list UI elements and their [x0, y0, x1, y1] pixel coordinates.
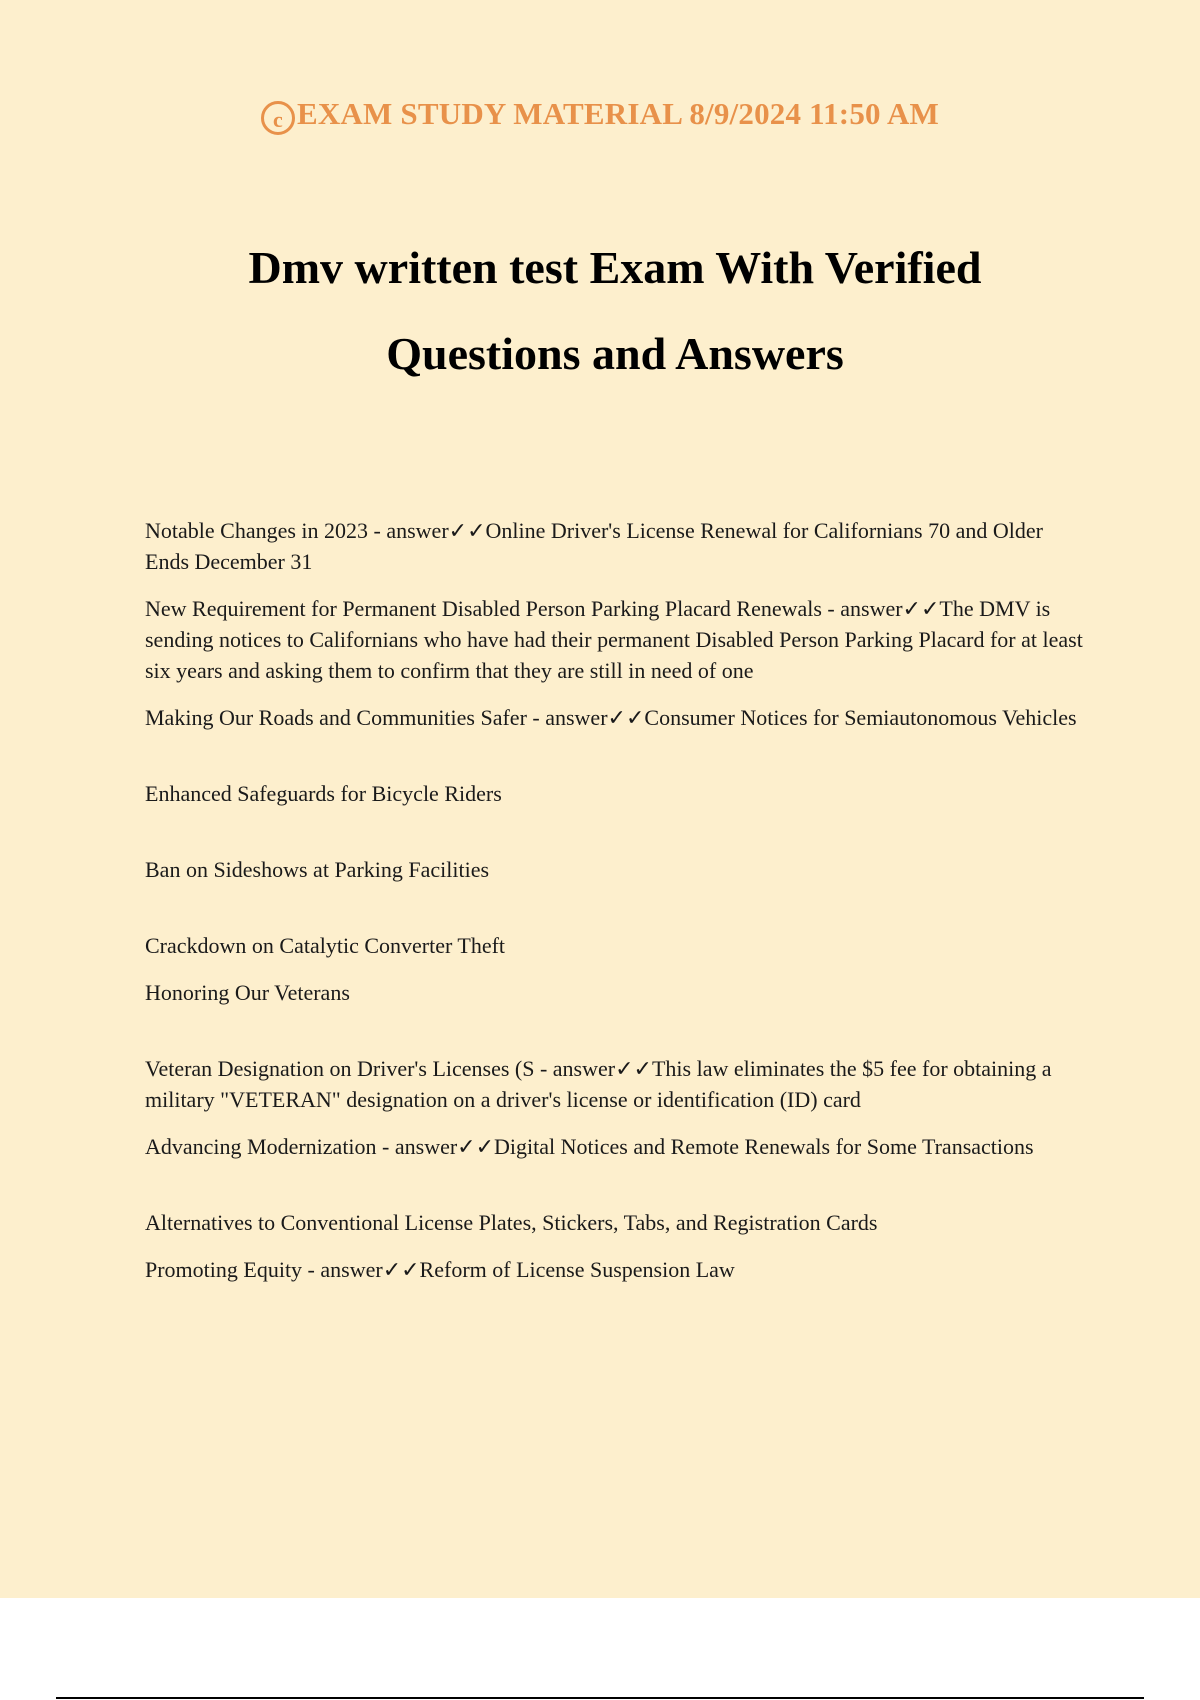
qa-item-veteran-designation: Veteran Designation on Driver's Licenses (S - answer✓✓This law eliminates the $5 fee for obtaining a military "VETERAN" designation on a driver's license or identification (ID) card: [145, 1056, 1052, 1112]
qa-item-placard-renewals: New Requirement for Permanent Disabled Person Parking Placard Renewals - answer✓✓The DMV is sending notices to Californians who have had their permanent Disabled Person Parking Placard for at least six years and asking them to confirm that they are still in need of one: [145, 596, 1083, 683]
qa-item-veterans: Honoring Our Veterans: [145, 980, 350, 1005]
watermark-header: [0, 96, 1200, 135]
title-line-2: Questions and Answers: [386, 328, 844, 379]
qa-item-catalytic-converter: Crackdown on Catalytic Converter Theft: [145, 933, 506, 958]
qa-list: [145, 515, 1090, 1301]
qa-item-roads-safer: Making Our Roads and Communities Safer - answer✓✓Consumer Notices for Semiautonomous Vehicles: [145, 705, 1077, 730]
qa-item-promoting-equity: Promoting Equity - answer✓✓Reform of License Suspension Law: [145, 1257, 735, 1282]
header-text: EXAM STUDY MATERIAL 8/9/2024 11:50 AM: [296, 96, 940, 131]
page-divider: [56, 1697, 1144, 1699]
copyright-icon: c: [261, 101, 295, 135]
qa-item-notable-changes: Notable Changes in 2023 - answer✓✓Online Driver's License Renewal for Californians 70 and Older Ends December 31: [145, 518, 1043, 574]
qa-item-bicycle-riders: Enhanced Safeguards for Bicycle Riders: [145, 781, 502, 806]
qa-item-modernization: Advancing Modernization - answer✓✓Digital Notices and Remote Renewals for Some Transactions: [145, 1134, 1034, 1159]
qa-item-sideshows: Ban on Sideshows at Parking Facilities: [145, 857, 490, 882]
qa-item-license-plate-alternatives: Alternatives to Conventional License Plates, Stickers, Tabs, and Registration Cards: [145, 1210, 878, 1235]
title-line-1: Dmv written test Exam With Verified: [248, 242, 982, 293]
document-title: [140, 225, 1090, 397]
